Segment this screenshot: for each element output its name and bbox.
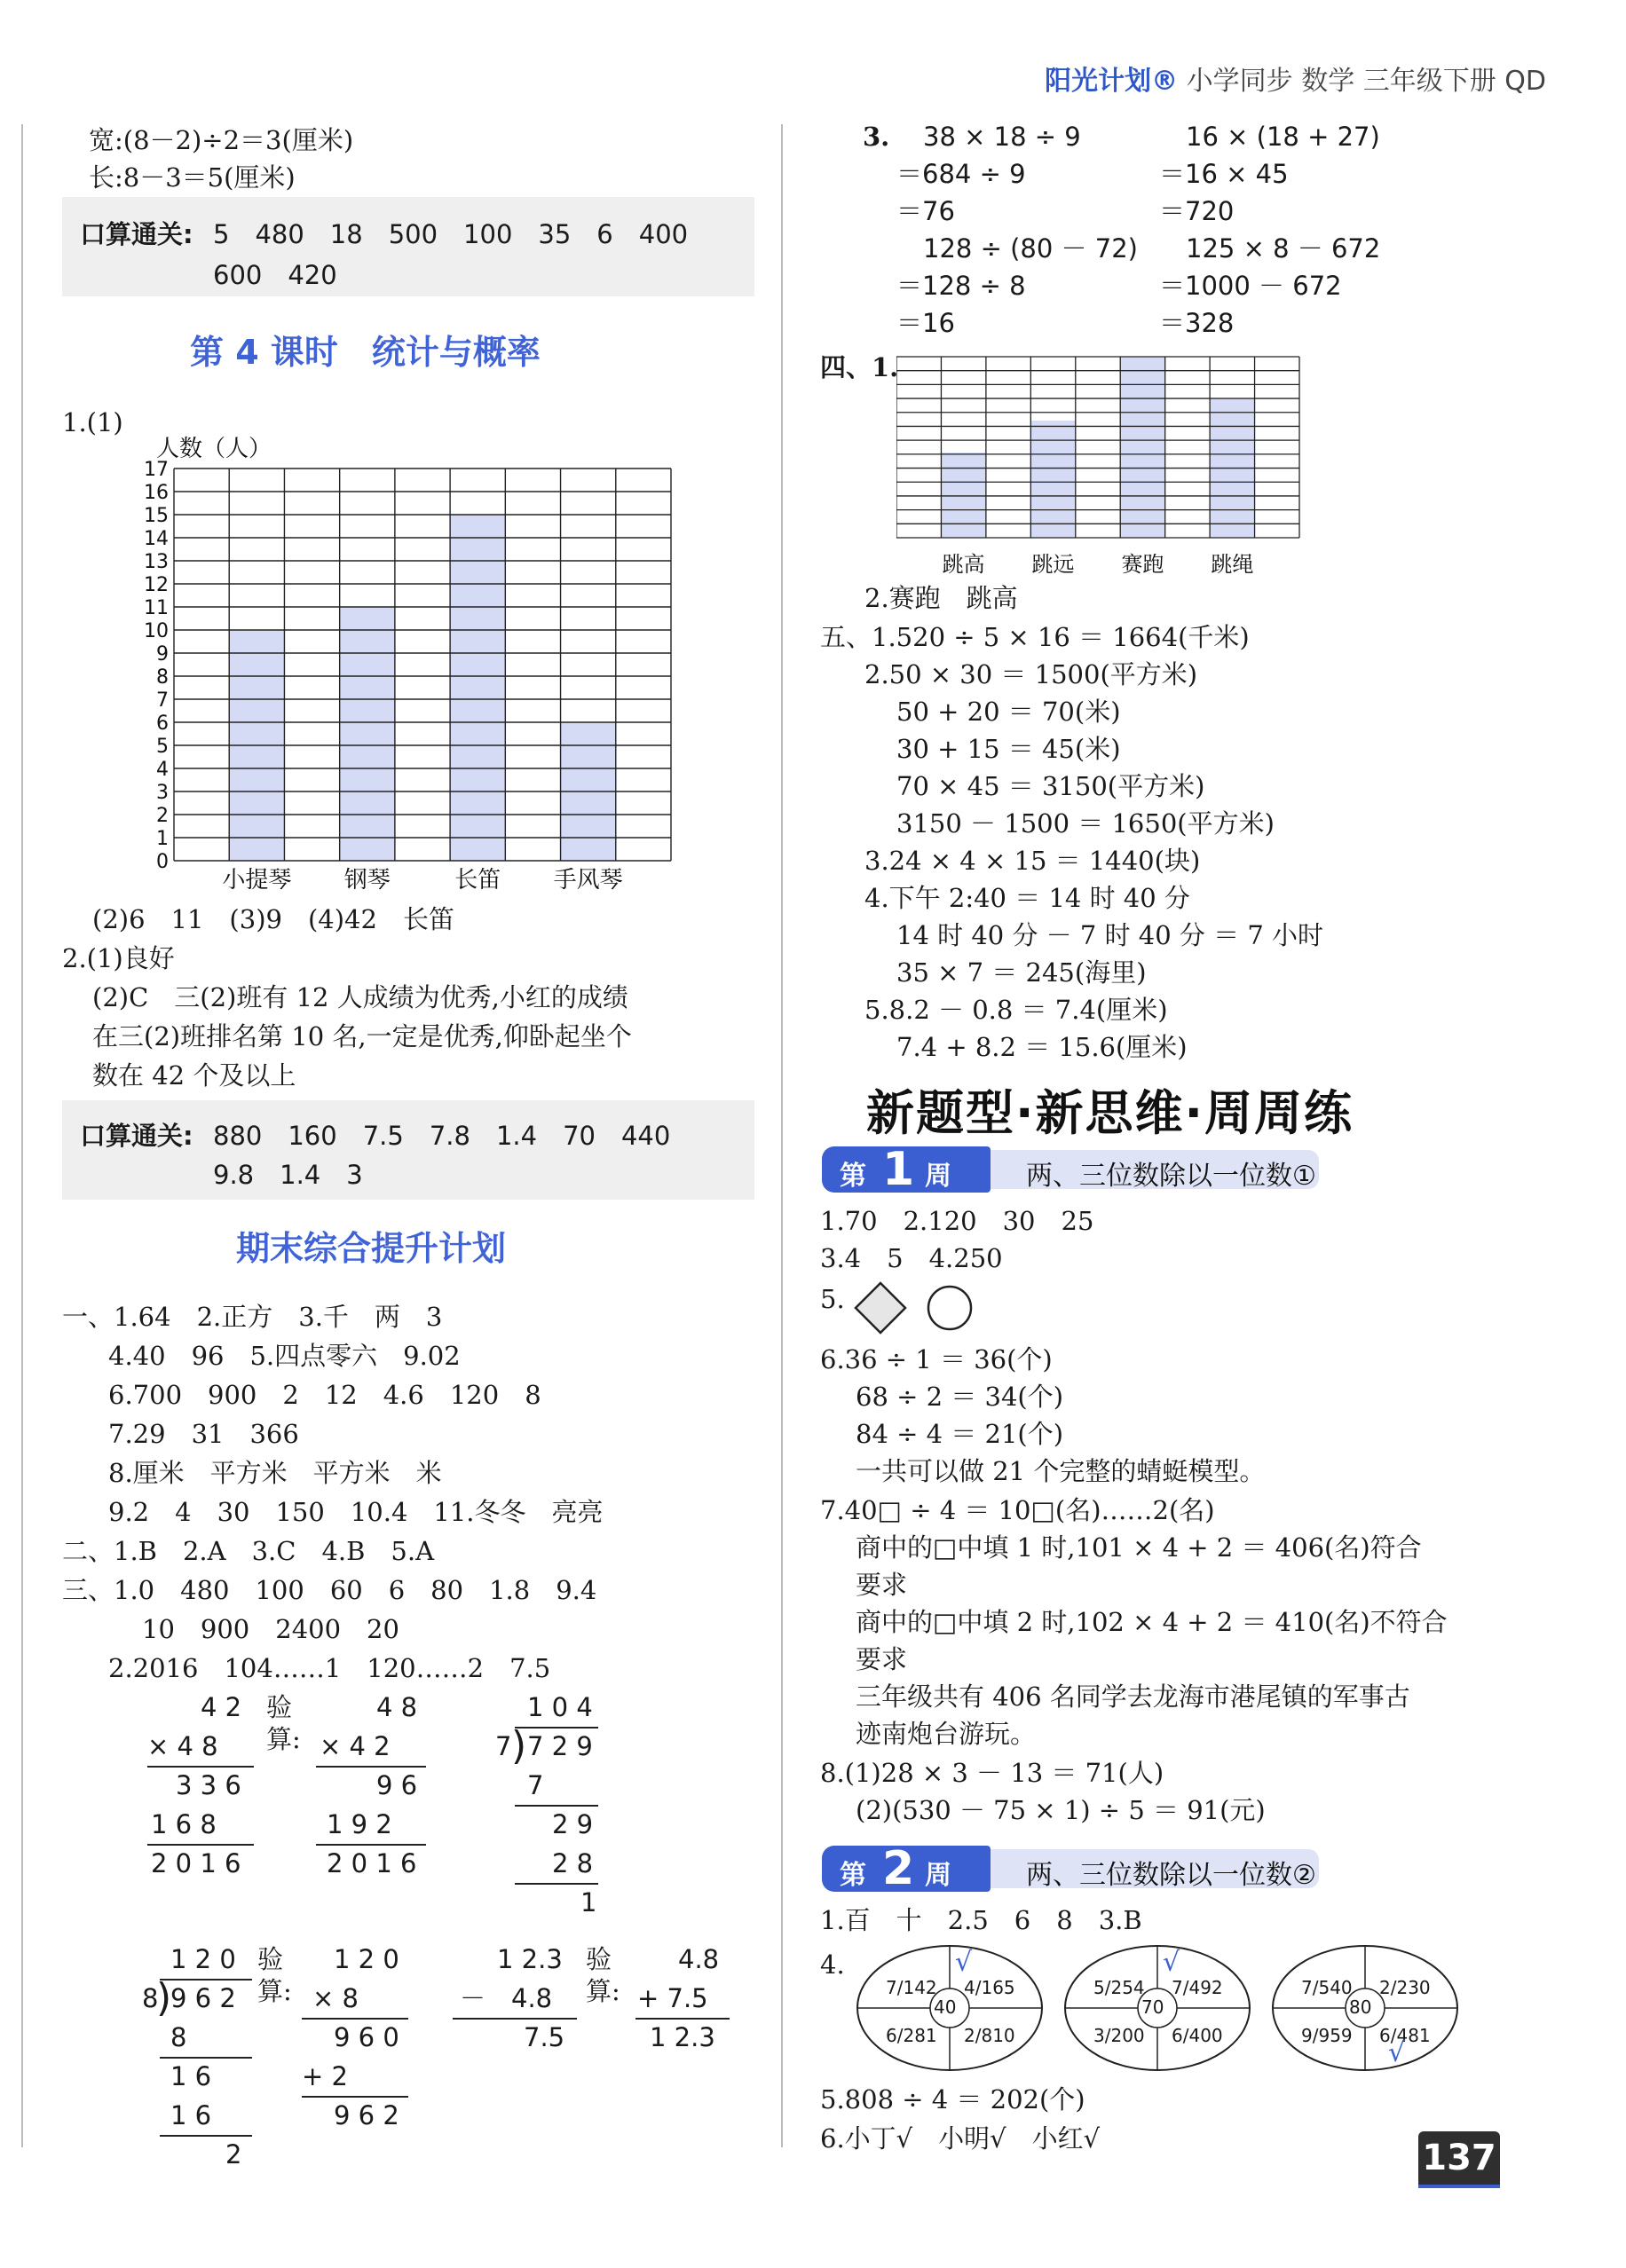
- calc-line: ＝16: [896, 308, 955, 338]
- answer-line: 三、1.0 480 100 60 6 80 1.8 9.4: [62, 1575, 597, 1605]
- answer-line: (2)6 11 (3)9 (4)42 长笛: [92, 904, 454, 934]
- bar-chart-instruments: [133, 435, 701, 896]
- answer-line: 8.(1)28 × 3 － 13 ＝ 71(人): [820, 1758, 1164, 1788]
- y-tick-label: 11: [144, 597, 169, 619]
- question-label: 4.: [820, 1949, 845, 1980]
- calc-rule: [515, 1805, 598, 1807]
- answer-line: 7.4 + 8.2 ＝ 15.6(厘米): [896, 1032, 1188, 1062]
- oval-cell: 2/230: [1379, 1977, 1431, 1998]
- calc-check-label: 验: [266, 1692, 293, 1722]
- answer-line: (2)C 三(2)班有 12 人成绩为优秀,小红的成绩: [92, 982, 628, 1012]
- oval-cell: 5/254: [1093, 1977, 1145, 1998]
- oval-cell: 2/810: [964, 2025, 1015, 2046]
- calc-line: ＝1000 － 672: [1159, 271, 1342, 301]
- kousuan-answers: 600 420: [213, 260, 337, 290]
- oval: [854, 1941, 1046, 2075]
- calc-digit: + 7.5: [637, 1983, 708, 2013]
- calc-digit: 9 6: [376, 1770, 418, 1800]
- calc-check-label: 验: [586, 1944, 612, 1974]
- week-topic-text: 两、三位数除以一位数①: [1026, 1161, 1316, 1192]
- x-tick-label: 钢琴: [343, 867, 391, 894]
- calc-digit: 1 6: [170, 2061, 212, 2091]
- week-topic: [991, 1150, 1319, 1192]
- calc-digit: + 2: [302, 2061, 348, 2091]
- answer-line: 2.(1)良好: [62, 943, 175, 973]
- diamond-icon: [856, 1283, 905, 1333]
- bar-chart-sports: [896, 351, 1314, 591]
- answer-line: 5.: [820, 1284, 845, 1314]
- answer-line: 一、1.64 2.正方 3.千 两 3: [62, 1302, 443, 1332]
- calc-line: ＝76: [896, 196, 955, 226]
- calc-check-label: 验: [257, 1944, 284, 1974]
- answer-line: 50 + 20 ＝ 70(米): [896, 697, 1121, 727]
- y-tick-label: 10: [144, 620, 169, 642]
- calc-digit: 2: [225, 2139, 242, 2170]
- y-tick-label: 5: [156, 736, 169, 758]
- y-tick-label: 16: [144, 482, 169, 504]
- calc-rule: [515, 1883, 598, 1885]
- calc-rule: [160, 1979, 252, 1981]
- division-bracket-icon: ): [511, 1723, 527, 1768]
- y-tick-label: 13: [144, 551, 169, 573]
- oval-cell: 7/540: [1301, 1977, 1353, 1998]
- page-header: [1045, 59, 1546, 98]
- calc-rule: [453, 2018, 577, 2020]
- x-tick-label: 小提琴: [222, 867, 292, 894]
- division-bracket-icon: ): [156, 1975, 172, 2020]
- answer-line: 4.40 96 5.四点零六 9.02: [108, 1341, 461, 1371]
- bar: [1120, 357, 1164, 538]
- week-tag: [822, 1143, 991, 1196]
- oval: [1269, 1941, 1461, 2075]
- answer-line: 3.4 5 4.250: [820, 1243, 1003, 1273]
- answer-line: 4.下午 2:40 ＝ 14 时 40 分: [864, 883, 1190, 913]
- calc-digit: 7 2 9: [527, 1731, 593, 1761]
- check-icon: √: [1163, 1947, 1180, 1978]
- oval-cell: 7/492: [1172, 1977, 1223, 1998]
- kousuan-answers: 880 160 7.5 7.8 1.4 70 440: [213, 1121, 671, 1151]
- calc-digit: 3 3 6: [176, 1770, 241, 1800]
- calc-digit: 1: [580, 1887, 597, 1918]
- y-tick-label: 9: [156, 643, 169, 665]
- answer-line: 2.2016 104……1 120……2 7.5: [108, 1653, 551, 1683]
- answer-line: 6.700 900 2 12 4.6 120 8: [108, 1380, 541, 1410]
- week-number: 1: [882, 1143, 915, 1196]
- calc-rule: [316, 1844, 426, 1846]
- answer-line: 三年级共有 406 名同学去龙海市港尾镇的军事古: [856, 1681, 1410, 1712]
- kousuan-label: 口算通关:: [80, 1121, 193, 1151]
- calc-digit: 7: [495, 1731, 512, 1761]
- calc-digit: 4 8: [376, 1692, 418, 1722]
- week-tag-suffix: 周: [925, 1860, 951, 1891]
- calc-line: ＝128 ÷ 8: [896, 271, 1026, 301]
- answer-line: 70 × 45 ＝ 3150(平方米): [896, 771, 1205, 801]
- x-tick-label: 跳绳: [1211, 552, 1254, 577]
- answer-line: 6.36 ÷ 1 ＝ 36(个): [820, 1344, 1053, 1374]
- calc-digit: 2 8: [552, 1848, 594, 1878]
- answer-line: 五、1.520 ÷ 5 × 16 ＝ 1664(千米): [820, 622, 1250, 652]
- week-1-banner: [822, 1143, 1328, 1196]
- calc-digit: 7.5: [524, 2022, 565, 2052]
- kousuan-answers: 5 480 18 500 100 35 6 400: [213, 219, 689, 249]
- calc-rule: [160, 2057, 252, 2059]
- calc-digit: 1 6 8: [151, 1809, 217, 1839]
- calc-check-label: 算:: [586, 1976, 620, 2006]
- circle-icon: [928, 1287, 971, 1329]
- answer-line: 在三(2)班排名第 10 名,一定是优秀,仰卧起坐个: [92, 1021, 632, 1051]
- answer-line: 7.40□ ÷ 4 ＝ 10□(名)……2(名): [820, 1495, 1215, 1525]
- answer-line: 长:8－3＝5(厘米): [89, 162, 296, 193]
- bar: [941, 453, 985, 538]
- calc-digit: － 4.8: [460, 1983, 553, 2013]
- kousuan-label: 口算通关:: [80, 219, 193, 249]
- question-label: 3.: [863, 122, 890, 152]
- y-tick-label: 7: [156, 689, 169, 712]
- y-tick-label: 0: [156, 851, 169, 873]
- calc-line: ＝16 × 45: [1159, 159, 1289, 189]
- page-number: 137: [1418, 2131, 1500, 2185]
- week-tag: [822, 1842, 991, 1895]
- answer-line: 5.808 ÷ 4 ＝ 202(个): [820, 2084, 1085, 2114]
- calc-digit: 1 2.3: [497, 1944, 563, 1974]
- calc-rule: [635, 2018, 730, 2020]
- calc-digit: 9 6 2: [334, 2100, 399, 2130]
- answer-line: 商中的□中填 1 时,101 × 4 + 2 ＝ 406(名)符合: [856, 1532, 1422, 1563]
- answer-line: 8.厘米 平方米 平方米 米: [108, 1458, 442, 1488]
- calc-digit: 1 9 2: [327, 1809, 392, 1839]
- oval-cell: 7/142: [886, 1977, 937, 1998]
- oval-center-value: 70: [1141, 1996, 1164, 2018]
- answer-line: 10 900 2400 20: [142, 1614, 399, 1644]
- column-divider: [781, 124, 783, 2147]
- calc-rule: [316, 1766, 426, 1768]
- oval-cell: 6/481: [1379, 2025, 1431, 2046]
- question-label: 1.(1): [62, 407, 123, 437]
- answer-line: (2)(530 － 75 × 1) ÷ 5 ＝ 91(元): [856, 1795, 1266, 1825]
- week-tag-suffix: 周: [925, 1161, 951, 1192]
- x-tick-label: 跳远: [1031, 552, 1075, 577]
- calc-digit: 4 2: [201, 1692, 242, 1722]
- x-tick-label: 赛跑: [1121, 552, 1164, 577]
- answer-line: 2.50 × 30 ＝ 1500(平方米): [864, 659, 1198, 689]
- kousuan-answers: 9.8 1.4 3: [213, 1160, 363, 1190]
- calc-check-label: 算:: [257, 1976, 292, 2006]
- calc-digit: 1 2 0: [170, 1944, 236, 1974]
- calc-digit: 8: [142, 1983, 159, 2013]
- y-tick-label: 2: [156, 805, 169, 827]
- calc-digit: 8: [170, 2022, 187, 2052]
- oval-cell: 3/200: [1093, 2025, 1145, 2046]
- answer-line: 2.赛跑 跳高: [864, 583, 1018, 613]
- y-tick-label: 14: [144, 528, 169, 550]
- answer-line: 14 时 40 分 － 7 时 40 分 ＝ 7 小时: [896, 920, 1324, 950]
- calc-digit: 1 6: [170, 2100, 212, 2130]
- calc-digit: 4.8: [678, 1944, 720, 1974]
- oval-center-value: 80: [1349, 1996, 1372, 2018]
- calc-digit: 9 6 0: [334, 2022, 399, 2052]
- brand-name: 阳光计划®: [1045, 66, 1179, 97]
- calc-digit: 9 6 2: [170, 1983, 236, 2013]
- answer-line: 二、1.B 2.A 3.C 4.B 5.A: [62, 1536, 435, 1566]
- oval-cell: 6/400: [1172, 2025, 1223, 2046]
- oval-center-value: 40: [934, 1996, 957, 2018]
- oval-cell: 6/281: [886, 2025, 937, 2046]
- shape-answers: [852, 1278, 976, 1340]
- calc-rule: [515, 1727, 598, 1729]
- oval-cell: 9/959: [1301, 2025, 1353, 2046]
- bar: [340, 607, 395, 861]
- calc-line: 128 ÷ (80 － 72): [923, 233, 1138, 264]
- question-label: 四、1.: [820, 352, 899, 382]
- calc-rule: [160, 2135, 252, 2137]
- answer-line: 84 ÷ 4 ＝ 21(个): [856, 1419, 1064, 1449]
- header-subtitle: 小学同步 数学 三年级下册 QD: [1186, 66, 1546, 97]
- answer-line: 3.24 × 4 × 15 ＝ 1440(块): [864, 846, 1201, 876]
- calc-line: 16 × (18 + 27): [1186, 122, 1380, 152]
- calc-digit: 1 0 4: [527, 1692, 593, 1722]
- x-tick-label: 跳高: [942, 552, 985, 577]
- answer-line: 5.8.2 － 0.8 ＝ 7.4(厘米): [864, 995, 1168, 1025]
- check-icon: √: [1388, 2037, 1406, 2068]
- answer-line: 68 ÷ 2 ＝ 34(个): [856, 1382, 1064, 1412]
- x-tick-label: 长笛: [454, 867, 501, 894]
- answer-line: 数在 42 个及以上: [92, 1060, 296, 1091]
- calc-digit: 1 2.3: [650, 2022, 715, 2052]
- week-topic: [991, 1849, 1319, 1891]
- oval: [1062, 1941, 1253, 2075]
- section-title: 第 4 课时 统计与概率: [190, 333, 541, 372]
- y-tick-label: 3: [156, 782, 169, 804]
- bar: [1030, 421, 1075, 538]
- answer-line: 6.小丁√ 小明√ 小红√: [820, 2123, 1101, 2154]
- calc-digit: 1 2 0: [334, 1944, 399, 1974]
- calc-line: 38 × 18 ÷ 9: [923, 122, 1081, 152]
- calc-digit: 2 9: [552, 1809, 594, 1839]
- x-tick-label: 手风琴: [553, 867, 623, 894]
- bar: [450, 515, 505, 861]
- y-tick-label: 8: [156, 666, 169, 689]
- answer-line: 9.2 4 30 150 10.4 11.冬冬 亮亮: [108, 1497, 604, 1527]
- calc-line: 125 × 8 － 672: [1186, 233, 1381, 264]
- y-tick-label: 6: [156, 713, 169, 735]
- answer-line: 35 × 7 ＝ 245(海里): [896, 957, 1147, 988]
- calc-line: ＝328: [1159, 308, 1235, 338]
- left-margin-rule: [21, 124, 23, 2147]
- answer-line: 迹南炮台游玩。: [856, 1719, 1037, 1749]
- calc-rule: [147, 1766, 254, 1768]
- answer-line: 商中的□中填 2 时,102 × 4 + 2 ＝ 410(名)不符合: [856, 1607, 1448, 1637]
- week-topic-text: 两、三位数除以一位数②: [1026, 1860, 1316, 1891]
- week-2-banner: [822, 1842, 1328, 1895]
- answer-line: 30 + 15 ＝ 45(米): [896, 734, 1121, 764]
- division-ovals: [854, 1941, 1466, 2075]
- answer-line: 一共可以做 21 个完整的蜻蜓模型。: [856, 1456, 1266, 1486]
- answer-line: 1.百 十 2.5 6 8 3.B: [820, 1905, 1142, 1935]
- y-tick-label: 4: [156, 759, 169, 781]
- y-axis-label: 人数（人）: [156, 436, 272, 462]
- answer-line: 7.29 31 366: [108, 1419, 299, 1449]
- calc-rule: [302, 2096, 408, 2098]
- week-tag-prefix: 第: [840, 1161, 866, 1192]
- check-icon: √: [955, 1947, 973, 1978]
- weekly-practice-title: 新题型·新思维·周周练: [866, 1085, 1354, 1141]
- calc-rule: [302, 2018, 408, 2020]
- oval-cell: 4/165: [964, 1977, 1015, 1998]
- calc-digit: 2 0 1 6: [151, 1848, 241, 1878]
- calc-digit: 7: [527, 1770, 544, 1800]
- y-tick-label: 17: [144, 459, 169, 481]
- calc-digit: × 8: [312, 1983, 359, 2013]
- answer-line: 宽:(8－2)÷2＝3(厘米): [89, 125, 354, 155]
- calc-digit: × 4 8: [147, 1731, 218, 1761]
- week-tag-prefix: 第: [840, 1860, 866, 1891]
- week-number: 2: [882, 1842, 915, 1895]
- calc-rule: [147, 1844, 254, 1846]
- answer-line: 1.70 2.120 30 25: [820, 1206, 1094, 1236]
- y-tick-label: 15: [144, 505, 169, 527]
- answer-line: 3150 － 1500 ＝ 1650(平方米): [896, 808, 1275, 839]
- y-tick-label: 1: [156, 828, 169, 850]
- section-title: 期末综合提升计划: [236, 1229, 507, 1268]
- calc-digit: × 4 2: [320, 1731, 391, 1761]
- calc-line: ＝684 ÷ 9: [896, 159, 1026, 189]
- calc-check-label: 算:: [266, 1724, 301, 1754]
- answer-line: 要求: [856, 1570, 908, 1600]
- calc-digit: 2 0 1 6: [327, 1848, 417, 1878]
- page-number-underline: [1418, 2185, 1500, 2188]
- y-tick-label: 12: [144, 574, 169, 596]
- calc-line: ＝720: [1159, 196, 1235, 226]
- answer-line: 要求: [856, 1644, 908, 1674]
